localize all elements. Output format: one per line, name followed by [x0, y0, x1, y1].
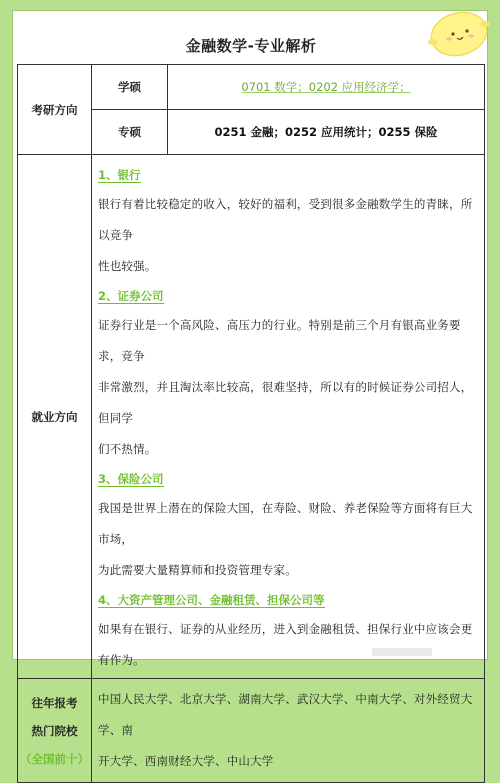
jiuye-content-cell [92, 155, 485, 679]
scroll-marker [372, 648, 432, 656]
jiuye-label: 就业方向 [31, 409, 78, 424]
section-heading-asset-management: 4、大资产管理公司、金融租赁、担保公司等 [98, 593, 325, 607]
section-heading-securities: 2、证券公司 [98, 289, 164, 303]
xueshuo-value: 0701 数学；0202 应用经济学； [241, 80, 411, 94]
zhuanshuo-value-cell [168, 110, 485, 155]
section-text-line: 为此需要大量精算师和投资管理专家。 [98, 563, 297, 577]
schools-line: 中国人民大学、北京大学、湖南大学、武汉大学、中南大学、对外经贸大学、南 [98, 692, 473, 737]
lemon-sticker-icon [425, 2, 491, 60]
kaoyan-label: 考研方向 [31, 102, 78, 117]
xueshuo-label-cell [92, 65, 168, 110]
schools-content-cell [92, 679, 485, 783]
section-text-line: 银行有着比较稳定的收入，较好的福利，受到很多金融数学生的青睐，所以竞争 [98, 197, 473, 242]
section-text-line: 们不热情。 [98, 442, 157, 456]
schools-line: 开大学、西南财经大学、中山大学 [98, 754, 274, 768]
schools-label-cell [18, 679, 92, 783]
schools-label-line1: 往年报考 [31, 695, 78, 710]
document-page [12, 10, 488, 768]
section-heading-insurance: 3、保险公司 [98, 472, 164, 486]
section-text-line: 如果有在银行、证券的从业经历，进入到金融租赁、担保行业中应该会更有作为。 [98, 622, 473, 667]
schools-label-line3: （全国前十） [20, 751, 89, 766]
jiuye-label-cell [18, 155, 92, 679]
page-title: 金融数学-专业解析 [185, 37, 317, 55]
xueshuo-value-cell [168, 65, 485, 110]
xueshuo-label: 学硕 [118, 80, 141, 94]
section-text-line: 证券行业是一个高风险、高压力的行业。特别是前三个月有银高业务要求，竞争 [98, 318, 461, 363]
section-text-line: 我国是世界上潜在的保险大国，在寿险、财险、养老保险等方面将有巨大市场， [98, 501, 473, 546]
zhuanshuo-label: 专硕 [118, 125, 141, 139]
zhuanshuo-value: 0251 金融；0252 应用统计；0255 保险 [214, 125, 438, 139]
zhuanshuo-label-cell [92, 110, 168, 155]
section-text-line: 性也较强。 [98, 259, 157, 273]
kaoyan-label-cell [18, 65, 92, 155]
section-heading-bank: 1、银行 [98, 168, 141, 182]
schools-label-line2: 热门院校 [31, 723, 78, 738]
info-table [17, 64, 485, 783]
section-text-line: 非常激烈，并且淘汰率比较高，很难坚持，所以有的时候证券公司招人，但同学 [98, 380, 473, 425]
